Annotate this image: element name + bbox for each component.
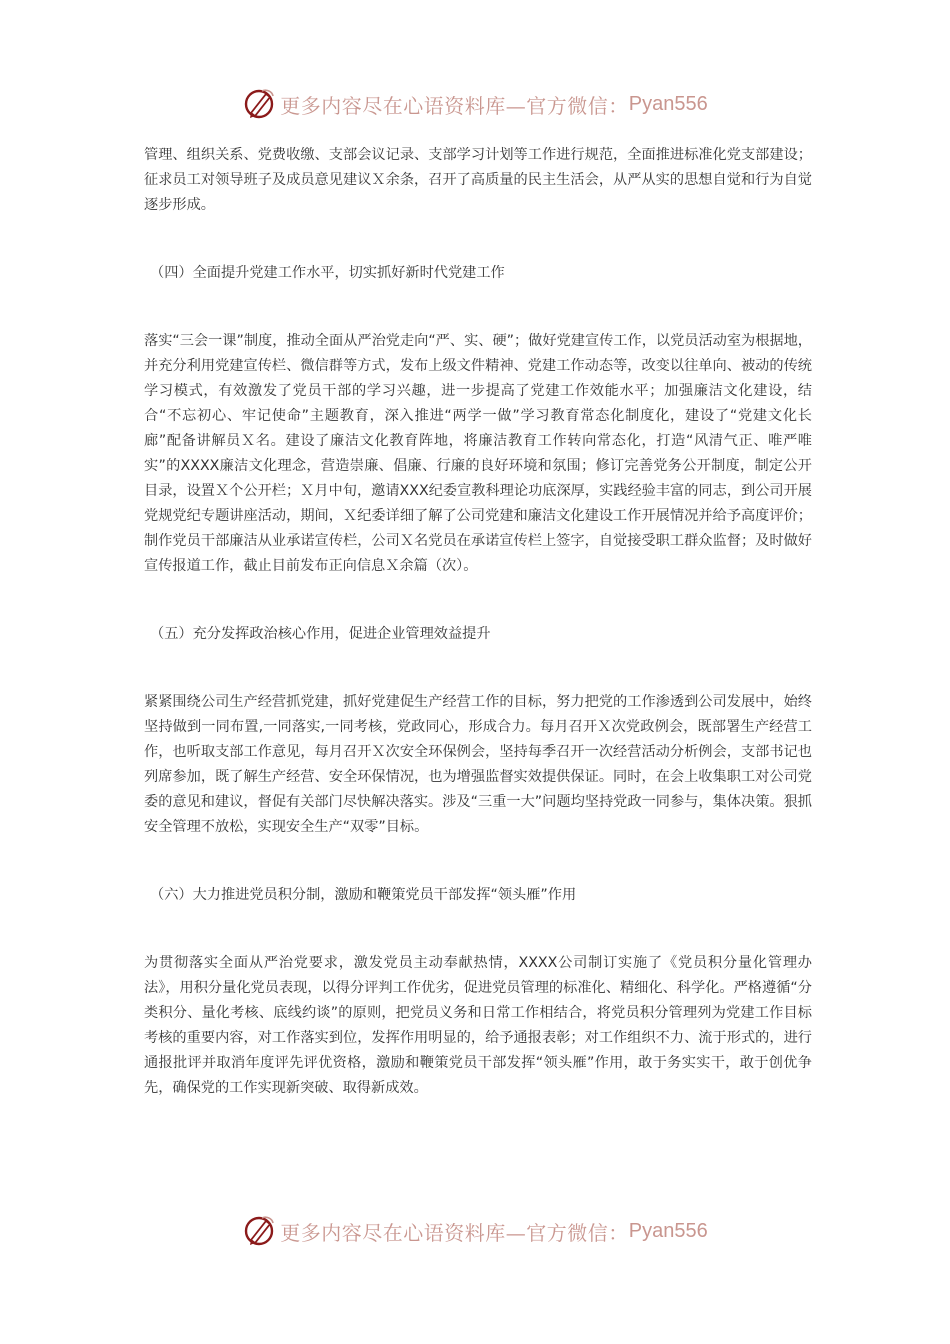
paragraph: 紧紧围绕公司生产经营抓党建，抓好党建促生产经营工作的目标，努力把党的工作渗透到公司发展中，始终坚持做到一同布置,一同落实,一同考核，党政同心，形成合力。每月召开Ｘ次党政例会，既部署生产经营工作，也听取支部工作意见，每月召开Ｘ次安全环保例会，坚持每季召开一次经营活动分析例会，支部书记也列席参加，既了解生产经营、安全环保情况，也为增强监督实效提供保证。同时，在会上收集职工对公司党委的意见和建议，督促有关部门尽快解决落实。涉及“三重一大”问题均坚持党政一同参与，集体决策。狠抓安全管理不放松，实现安全生产“双零”目标。: [144, 694, 812, 835]
section-heading-4: （四）全面提升党建工作水平，切实抓好新时代党建工作: [150, 265, 505, 281]
paragraph: 落实“三会一课”制度，推动全面从严治党走向“严、实、硬”；做好党建宣传工作，以党员活动室为根据地，并充分利用党建宣传栏、微信群等方式，发布上级文件精神、党建工作动态等，改变以往单向、被动的传统学习模式，有效激发了党员干部的学习兴趣，进一步提高了党建工作效能水平；加强廉洁文化建设，结合“不忘初心、牢记使命”主题教育，深入推进“两学一做”学习教育常态化制度化，建设了“党建文化长廊”配备讲解员Ｘ名。建设了廉洁文化教育阵地，将廉洁教育工作转向常态化，打造“风清气正、唯严唯实”的XXXX廉洁文化理念，营造崇廉、倡廉、行廉的良好环境和氛围；修订完善党务公开制度，制定公开目录，设置Ｘ个公开栏；Ｘ月中旬，邀请XXX纪委宣教科理论功底深厚，实践经验丰富的同志，到公司开展党规党纪专题讲座活动，期间，Ｘ纪委详细了解了公司党建和廉洁文化建设工作开展情况并给予高度评价；制作党员干部廉洁从业承诺宣传栏，公司Ｘ名党员在承诺宣传栏上签字，自觉接受职工群众监督；及时做好宣传报道工作，截止目前发布正向信息Ｘ余篇（次）。: [144, 333, 812, 574]
section-heading-5: （五）充分发挥政治核心作用，促进企业管理效益提升: [150, 626, 491, 642]
pen-logo-icon: [242, 87, 276, 121]
pen-logo-icon: [242, 1214, 276, 1248]
section-heading-6: （六）大力推进党员积分制，激励和鞭策党员干部发挥“领头雁”作用: [150, 887, 577, 903]
document-body: [144, 143, 812, 1101]
banner-text: 更多内容尽在心语资料库—官方微信：: [280, 93, 629, 118]
footer-banner: [0, 1211, 950, 1251]
banner-wechat-id: Pyan556: [628, 1219, 708, 1242]
paragraph: 管理、组织关系、党费收缴、支部会议记录、支部学习计划等工作进行规范，全面推进标准化党支部建设；征求员工对领导班子及成员意见建议Ｘ余条，召开了高质量的民主生活会，从严从实的思想自觉和行为自觉逐步形成。: [144, 147, 812, 213]
paragraph: 为贯彻落实全面从严治党要求，激发党员主动奉献热情，XXXX公司制订实施了《党员积分量化管理办法》，用积分量化党员表现，以得分评判工作优劣，促进党员管理的标准化、精细化、科学化。严格遵循“分类积分、量化考核、底线约谈”的原则，把党员义务和日常工作相结合，将党员积分管理列为党建工作目标考核的重要内容，对工作落实到位，发挥作用明显的，给予通报表彰；对工作组织不力、流于形式的，进行通报批评并取消年度评先评优资格，激励和鞭策党员干部发挥“领头雁”作用，敢于务实实干，敢于创优争先，确保党的工作实现新突破、取得新成效。: [144, 955, 812, 1096]
banner-text: 更多内容尽在心语资料库—官方微信：: [280, 1220, 629, 1245]
header-banner: [0, 84, 950, 124]
banner-wechat-id: Pyan556: [628, 92, 708, 115]
